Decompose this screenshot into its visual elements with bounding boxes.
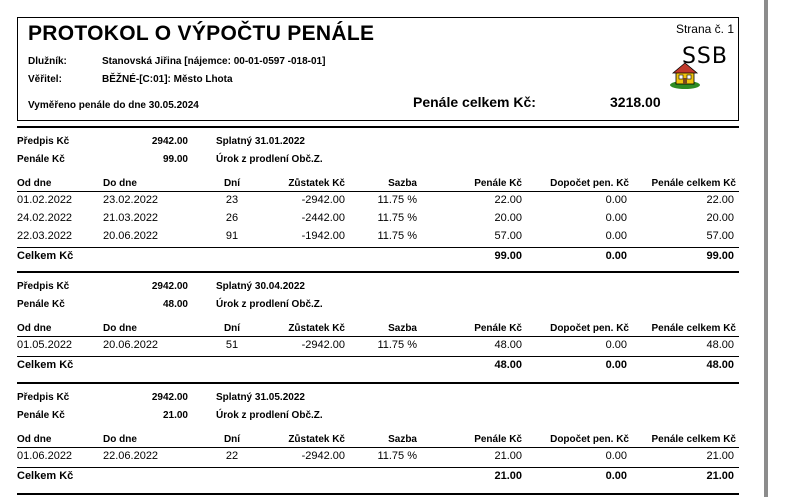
report-title: PROTOKOL O VÝPOČTU PENÁLE — [28, 22, 375, 45]
column-header: Sazba — [388, 434, 417, 445]
penalty-total-value: 3218.00 — [610, 94, 661, 110]
total-cell: 0.00 — [605, 359, 627, 371]
column-header: Od dne — [17, 178, 52, 189]
debtor-label: Dlužník: — [28, 56, 67, 67]
report-header — [17, 17, 739, 121]
table-cell: -2942.00 — [301, 339, 345, 351]
table-cell: 22.06.2022 — [103, 450, 159, 462]
penalty-value: 48.00 — [162, 299, 188, 310]
table-cell: 22.00 — [494, 194, 522, 206]
total-label: Celkem Kč — [17, 359, 74, 371]
table-cell: 21.00 — [494, 450, 522, 462]
table-cell: 11.75 % — [377, 339, 417, 351]
divider-line — [17, 336, 739, 337]
viewer-background — [768, 0, 800, 497]
column-header: Dní — [223, 323, 241, 334]
table-cell: 0.00 — [605, 450, 627, 462]
creditor-label: Věřitel: — [28, 74, 62, 85]
table-cell: 21.03.2022 — [103, 212, 159, 224]
assessed-date: Vyměřeno penále do dne 30.05.2024 — [28, 100, 199, 111]
table-cell: 0.00 — [605, 339, 627, 351]
table-cell: 11.75 % — [377, 212, 417, 224]
column-header: Do dne — [103, 434, 137, 445]
column-header: Penále celkem Kč — [651, 323, 736, 334]
column-header: Penále celkem Kč — [651, 178, 736, 189]
total-cell: 99.00 — [494, 250, 522, 262]
column-header: Do dne — [103, 323, 137, 334]
due-date: Splatný 31.01.2022 — [216, 136, 305, 147]
column-header: Dopočet pen. Kč — [550, 178, 629, 189]
ssb-logo: SSB — [681, 44, 728, 69]
divider-line — [17, 271, 739, 273]
total-cell: 21.00 — [706, 470, 734, 482]
penalty-label: Penále Kč — [17, 299, 65, 310]
interest-type: Úrok z prodlení Obč.Z. — [216, 154, 323, 165]
table-cell: 51 — [225, 339, 239, 351]
column-header: Penále Kč — [474, 178, 522, 189]
penalty-total-label: Penále celkem Kč: — [413, 94, 536, 110]
column-header: Penále celkem Kč — [651, 434, 736, 445]
predpis-label: Předpis Kč — [17, 281, 70, 292]
table-cell: -2942.00 — [301, 194, 345, 206]
column-header: Penále Kč — [474, 323, 522, 334]
predpis-label: Předpis Kč — [17, 136, 70, 147]
column-header: Sazba — [388, 178, 417, 189]
creditor-value: BĚŽNÉ-[C:01]: Město Lhota — [102, 74, 233, 85]
table-cell: 23.02.2022 — [103, 194, 159, 206]
table-cell: 22.03.2022 — [17, 230, 73, 242]
total-cell: 0.00 — [605, 250, 627, 262]
table-cell: 91 — [225, 230, 239, 242]
total-label: Celkem Kč — [17, 470, 74, 482]
table-cell: 20.00 — [494, 212, 522, 224]
total-cell: 48.00 — [494, 359, 522, 371]
page-number: Strana č. 1 — [675, 22, 734, 36]
table-cell: 26 — [225, 212, 239, 224]
penalty-label: Penále Kč — [17, 410, 65, 421]
table-cell: 0.00 — [605, 194, 627, 206]
divider-line — [17, 467, 739, 468]
divider-line — [17, 447, 739, 448]
divider-line — [17, 382, 739, 384]
debtor-value: Stanovská Jiřina [nájemce: 00-01-0597 -018-01] — [102, 56, 326, 67]
column-header: Zůstatek Kč — [288, 434, 345, 445]
table-cell: -2942.00 — [301, 450, 345, 462]
column-header: Dní — [223, 434, 241, 445]
column-header: Dopočet pen. Kč — [550, 323, 629, 334]
column-header: Dopočet pen. Kč — [550, 434, 629, 445]
table-cell: 57.00 — [494, 230, 522, 242]
table-cell: 22 — [225, 450, 239, 462]
column-header: Penále Kč — [474, 434, 522, 445]
due-date: Splatný 31.05.2022 — [216, 392, 305, 403]
table-cell: 20.00 — [706, 212, 734, 224]
table-cell: 01.05.2022 — [17, 339, 73, 351]
table-cell: 21.00 — [706, 450, 734, 462]
table-cell: 01.06.2022 — [17, 450, 73, 462]
divider-line — [17, 247, 739, 248]
table-cell: 57.00 — [706, 230, 734, 242]
interest-type: Úrok z prodlení Obč.Z. — [216, 410, 323, 421]
house-icon — [669, 58, 701, 90]
divider-line — [17, 356, 739, 357]
predpis-value: 2942.00 — [151, 281, 188, 292]
column-header: Dní — [223, 178, 241, 189]
penalty-value: 21.00 — [162, 410, 188, 421]
column-header: Od dne — [17, 323, 52, 334]
table-cell: -1942.00 — [301, 230, 345, 242]
table-cell: 48.00 — [494, 339, 522, 351]
interest-type: Úrok z prodlení Obč.Z. — [216, 299, 323, 310]
column-header: Od dne — [17, 434, 52, 445]
table-cell: 11.75 % — [377, 450, 417, 462]
table-cell: 48.00 — [706, 339, 734, 351]
table-cell: 23 — [225, 194, 239, 206]
table-cell: 0.00 — [605, 212, 627, 224]
table-cell: 0.00 — [605, 230, 627, 242]
table-cell: 20.06.2022 — [103, 339, 159, 351]
table-cell: 11.75 % — [377, 230, 417, 242]
total-cell: 99.00 — [706, 250, 734, 262]
column-header: Zůstatek Kč — [288, 323, 345, 334]
total-cell: 21.00 — [494, 470, 522, 482]
predpis-value: 2942.00 — [151, 136, 188, 147]
penalty-value: 99.00 — [162, 154, 188, 165]
due-date: Splatný 30.04.2022 — [216, 281, 305, 292]
total-cell: 48.00 — [706, 359, 734, 371]
divider-line — [17, 493, 739, 495]
total-label: Celkem Kč — [17, 250, 74, 262]
table-cell: 01.02.2022 — [17, 194, 73, 206]
table-cell: 24.02.2022 — [17, 212, 73, 224]
table-cell: 20.06.2022 — [103, 230, 159, 242]
divider-line — [17, 191, 739, 192]
total-cell: 0.00 — [605, 470, 627, 482]
column-header: Zůstatek Kč — [288, 178, 345, 189]
column-header: Sazba — [388, 323, 417, 334]
predpis-value: 2942.00 — [151, 392, 188, 403]
divider-line — [17, 126, 739, 128]
table-cell: -2442.00 — [301, 212, 345, 224]
penalty-label: Penále Kč — [17, 154, 65, 165]
column-header: Do dne — [103, 178, 137, 189]
table-cell: 11.75 % — [377, 194, 417, 206]
predpis-label: Předpis Kč — [17, 392, 70, 403]
table-cell: 22.00 — [706, 194, 734, 206]
